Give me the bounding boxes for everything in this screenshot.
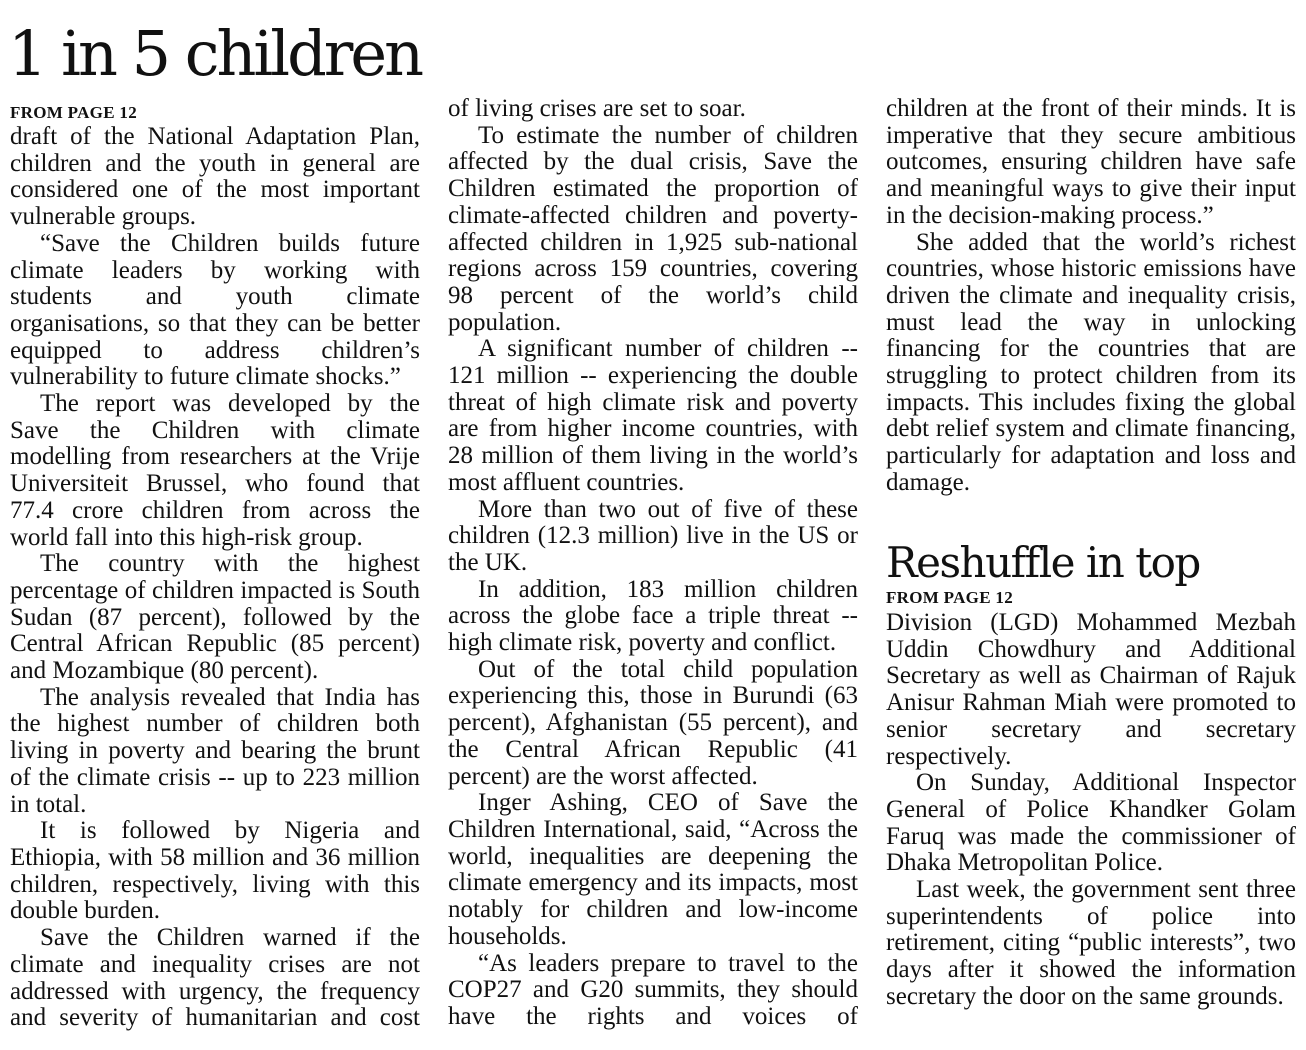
article-paragraph: Inger Ashing, CEO of Save the Children International, said, “Across the world, inequalities are deepening the climate emergency and its impacts, most notably for children and low-income households. xyxy=(448,789,858,950)
article-headline: 1 in 5 children xyxy=(8,17,422,90)
article-paragraph: In addition, 183 million children across the globe face a triple threat -- high climate risk, poverty and conflict. xyxy=(448,575,858,657)
article-paragraph: draft of the National Adaptation Plan, children and the youth in general are considered one of the most important vulnerable groups. xyxy=(10,123,420,231)
article-paragraph: To estimate the number of children affected by the dual crisis, Save the Children estimated the proportion of climate-affected children and poverty-affected children in 1,925 sub-national regions across 159 countries, covering 98 percent of the world’s child population. xyxy=(448,121,858,336)
article-paragraph: Save the Children warned if the climate and inequality crises are not addressed with urgency, the frequency and severity of humanitarian and cost xyxy=(10,924,420,1032)
article-paragraph: It is followed by Nigeria and Ethiopia, with 58 million and 36 million children, respectively, living with this double burden. xyxy=(10,817,420,925)
article-paragraph: Division (LGD) Mohammed Mezbah Uddin Chowdhury and Additional Secretary as well as Chairman of Rajuk Anisur Rahman Miah were promoted to senior secretary and secretary respectively. xyxy=(886,609,1296,770)
article-paragraph: “As leaders prepare to travel to the COP27 and G20 summits, they should have the rights and voices of xyxy=(448,949,858,1030)
article-paragraph: The report was developed by the Save the Children with climate modelling from researchers at the Vrije Universiteit Brussel, who found that 77.4 crore children from across the world fall into this high-risk group. xyxy=(10,390,420,551)
article-paragraph: Last week, the government sent three superintendents of police into retirement, citing “public interests”, two days after it showed the information secretary the door on the same grounds. xyxy=(886,876,1296,1010)
continuation-kicker: FROM PAGE 12 xyxy=(886,588,1013,607)
article-column-2 xyxy=(448,96,858,1031)
article-paragraph: The analysis revealed that India has the highest number of children both living in poverty and bearing the brunt of the climate crisis -- up to 223 million in total. xyxy=(10,683,420,818)
article-column-1 xyxy=(10,124,420,1032)
article-paragraph: On Sunday, Additional Inspector General of Police Khandker Golam Faruq was made the commissioner of Dhaka Metropolitan Police. xyxy=(886,769,1296,877)
article-paragraph: A significant number of children -- 121 million -- experiencing the double threat of high climate risk and poverty are from higher income countries, with 28 million of them living in the world’s most affluent countries. xyxy=(448,335,858,496)
article-paragraph: She added that the world’s richest countries, whose historic emissions have driven the climate and inequality crisis, must lead the way in unlocking financing for the countries that are struggling to protect children from its impacts. This includes fixing the global debt relief system and climate financing, particularly for adaptation and loss and damage. xyxy=(886,228,1296,496)
article-paragraph: of living crises are set to soar. xyxy=(448,95,746,122)
second-article-column xyxy=(886,610,1296,1011)
article-column-3 xyxy=(886,96,1296,497)
article-paragraph: children at the front of their minds. It is imperative that they secure ambitious outcomes, ensuring children have safe and meaningful ways to give their input in the decision-making process.” xyxy=(886,95,1296,229)
article-paragraph: More than two out of five of these children (12.3 million) live in the US or the UK. xyxy=(448,495,858,576)
article-paragraph: Out of the total child population experiencing this, those in Burundi (63 percent), Afghanistan (55 percent), and the Central African Republic (41 percent) are the worst affected. xyxy=(448,655,858,790)
second-article-headline: Reshuffle in top xyxy=(886,538,1200,587)
continuation-kicker: FROM PAGE 12 xyxy=(10,103,137,122)
article-paragraph: The country with the highest percentage of children impacted is South Sudan (87 percent), followed by the Central African Republic (85 percent) and Mozambique (80 percent). xyxy=(10,550,420,685)
article-paragraph: “Save the Children builds future climate leaders by working with students and youth climate organisations, so that they can be better equipped to address children’s vulnerability to future climate shocks.” xyxy=(10,229,420,391)
